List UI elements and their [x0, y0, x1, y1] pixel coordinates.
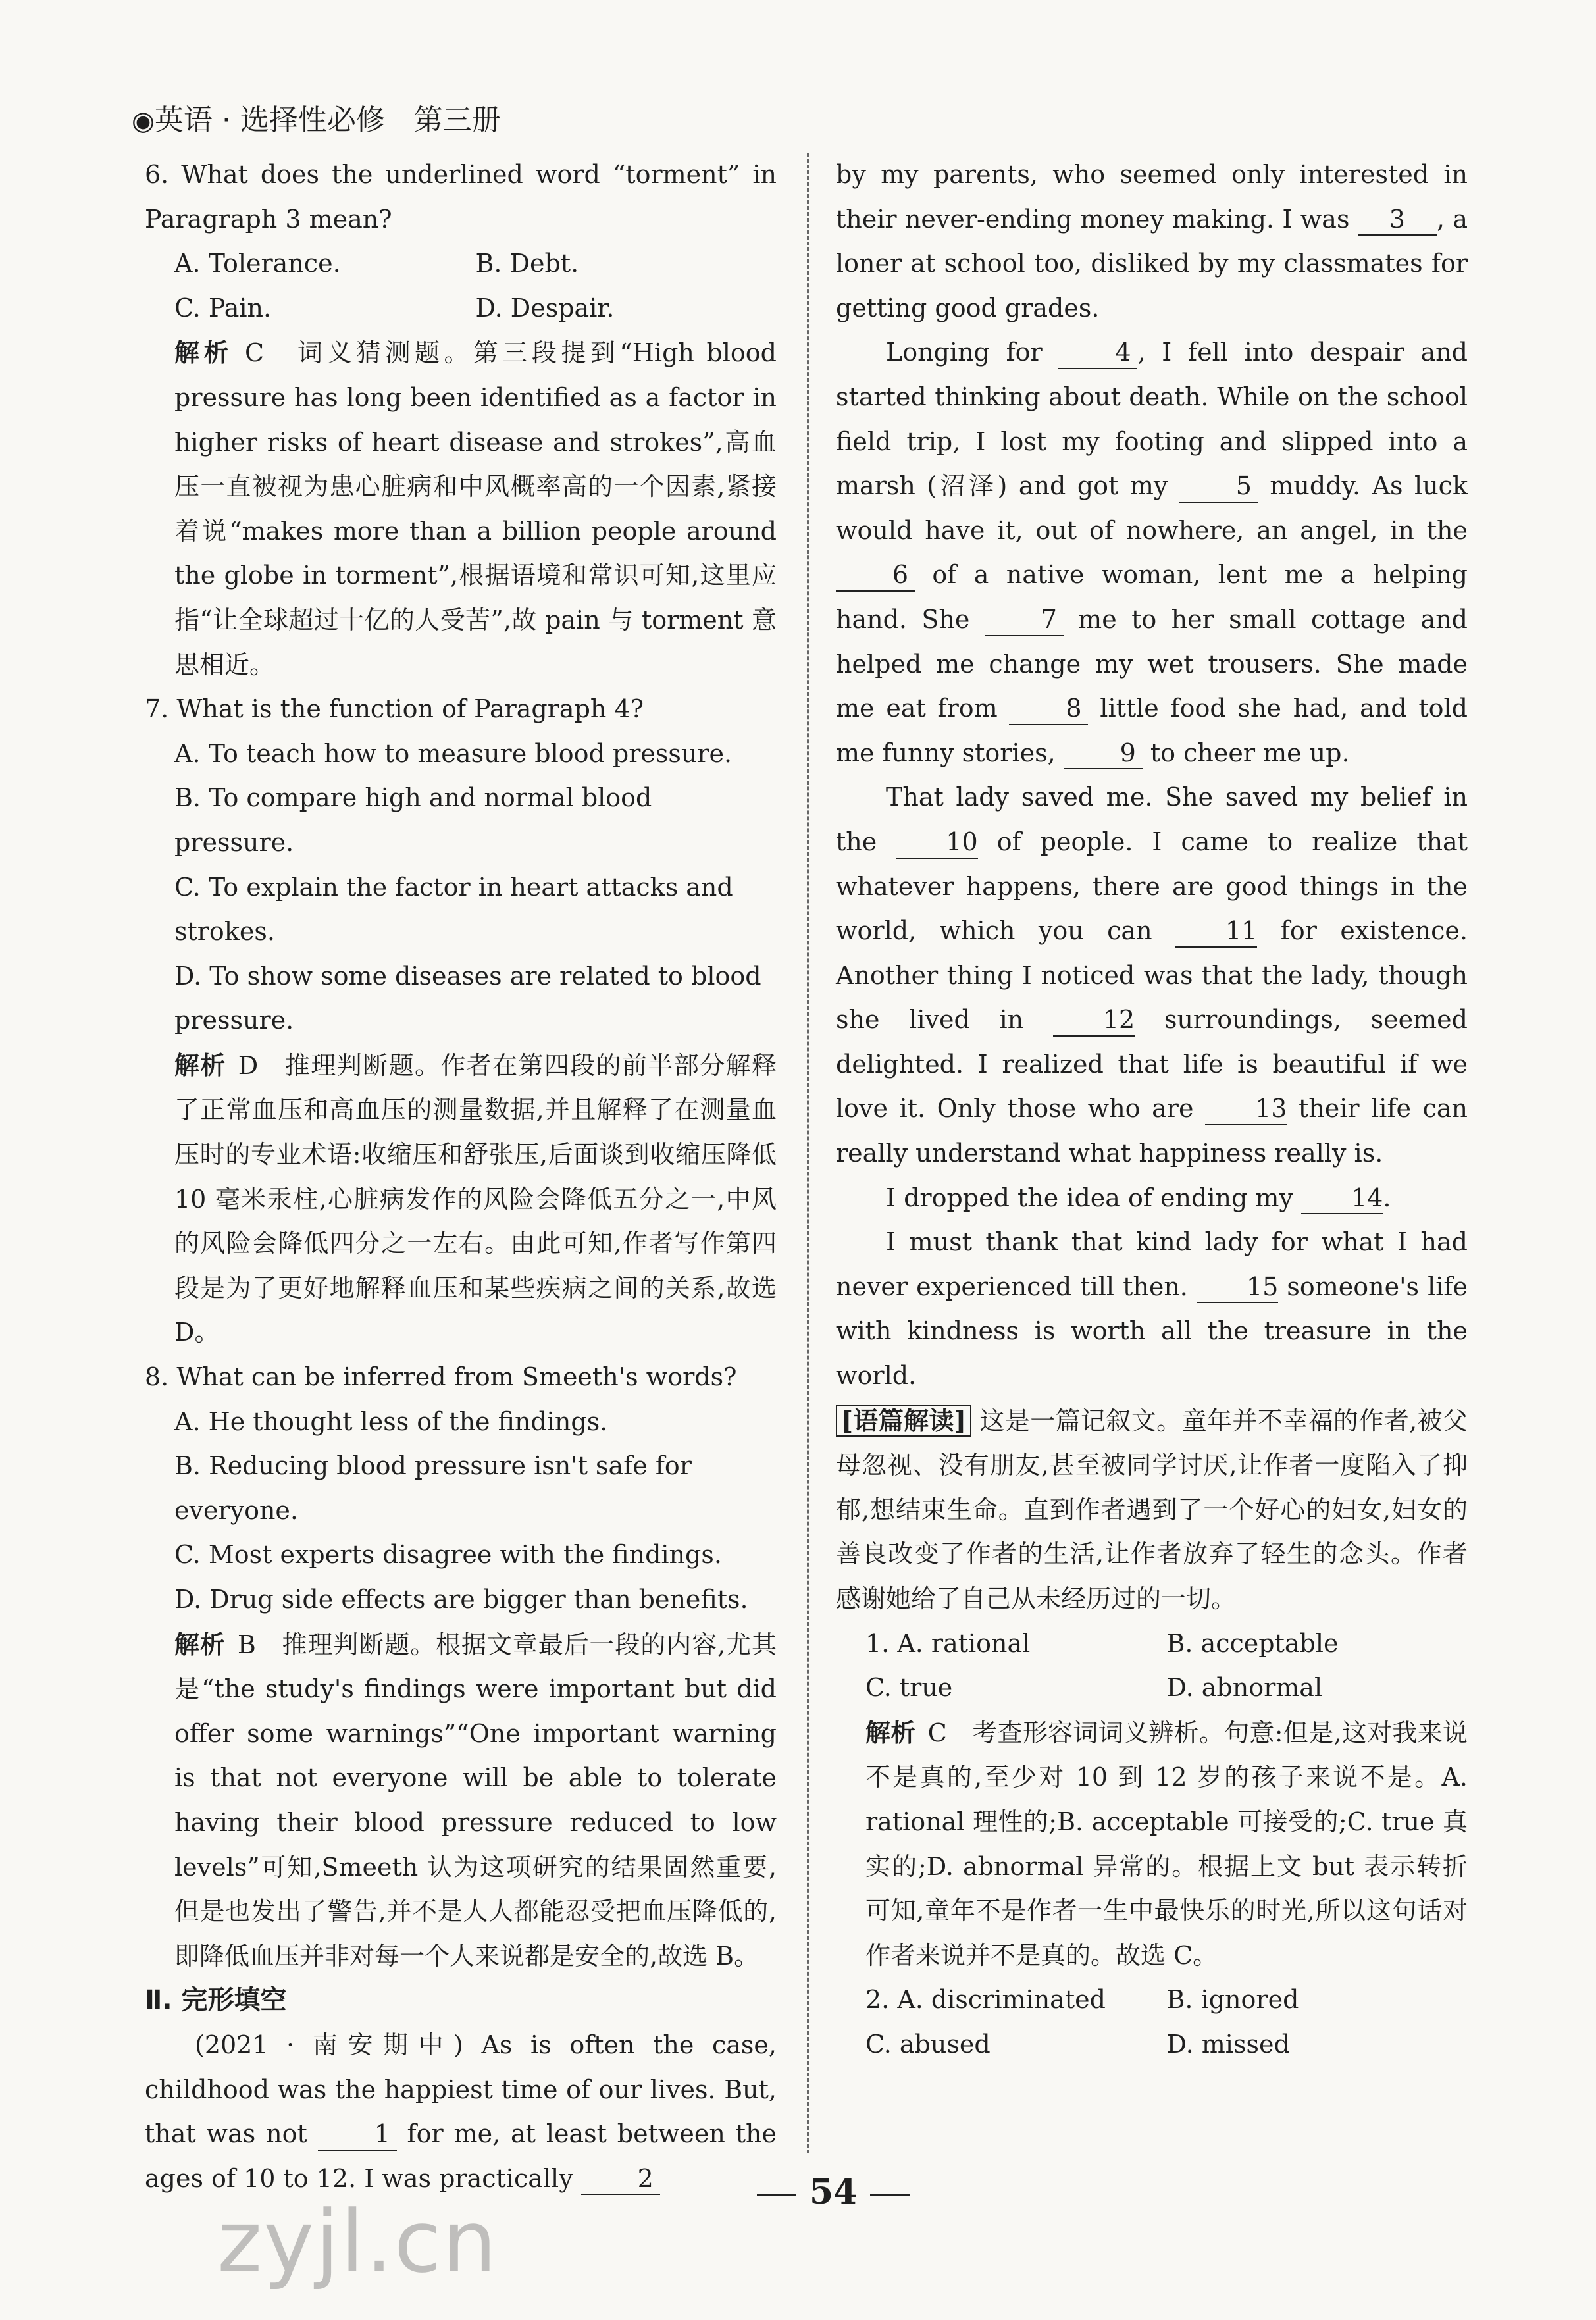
cloze-text: surroundings, seemed delighted. I realized that life is beautiful if we love it. Only those who are — [836, 1005, 1468, 1123]
bullet-icon: ◉ — [132, 106, 155, 136]
cloze-text: , a loner at school too, disliked by my classmates for getting good grades. — [836, 204, 1468, 322]
c2-option-a: 2. A. discriminated — [865, 1985, 1106, 2015]
cloze-paragraph-3 — [836, 775, 1468, 1175]
c2-option-b: B. ignored — [1166, 1985, 1299, 2015]
cloze-blank: 11 — [1175, 916, 1257, 948]
analysis-label: 解析 — [174, 1050, 226, 1080]
c1-analysis — [836, 1711, 1468, 1978]
q6-option-a: A. Tolerance. — [174, 249, 341, 278]
column-divider — [807, 153, 809, 2153]
cloze-text: I dropped the idea of ending my — [886, 1183, 1293, 1212]
c1-analysis-text: C 考查形容词词义辨析。句意:但是,这对我来说不是真的,至少对 10 到 12 岁的孩子来说不是。A. rational 理性的;B. acceptable 可接受的;C. true 真实的;D. abnormal 异常的。根据上文 but 表示转折可知,童年不是作者一生中最快乐的时光,所以这句话对作者来说并不是真的。故选 C。 — [865, 1718, 1468, 1970]
c1-option-d: D. abnormal — [1166, 1673, 1323, 1703]
analysis-label: 解析 — [865, 1717, 916, 1747]
q7-option-b: B. To compare high and normal blood pressure. — [174, 783, 652, 857]
cloze-blank: 4 — [1058, 338, 1137, 369]
q8-option-d: D. Drug side effects are bigger than benefits. — [174, 1585, 748, 1614]
c2-options-ab — [836, 1978, 1468, 2023]
cloze-text: me to her small cottage and helped me change my wet trousers. She made me eat from — [836, 604, 1468, 723]
cloze-blank: 6 — [836, 560, 915, 592]
cloze-blank: 9 — [1064, 738, 1143, 770]
cloze-source: (2021 · 南安期中) — [195, 2030, 463, 2059]
c1-option-c: C. true — [865, 1673, 953, 1703]
q7-analysis — [145, 1043, 777, 1355]
cloze-text: That lady saved me. She saved my belief in the — [836, 783, 1468, 856]
cloze-text: muddy. As luck would have it, out of nowhere, an angel, in the — [836, 471, 1468, 545]
cloze-text: for existence. Another thing I noticed was that the lady, though she lived in — [836, 916, 1468, 1035]
q7-analysis-text: D 推理判断题。作者在第四段的前半部分解释了正常血压和高血压的测量数据,并且解释了在测量血压时的专业术语:收缩压和舒张压,后面谈到收缩压降低 10 毫米汞柱,心脏病发作的风险会降低五分之一,中风的风险会降低四分之一左右。由此可知,作者写作第四段是为了更好地解释血压和某些疾病之间的关系,故选 D。 — [174, 1050, 777, 1347]
q6-option-c: C. Pain. — [174, 293, 272, 322]
c1-option-a: 1. A. rational — [865, 1628, 1031, 1658]
right-column — [836, 153, 1468, 2067]
q7-option-a: A. To teach how to measure blood pressure. — [174, 738, 733, 768]
q8-analysis-text: B 推理判断题。根据文章最后一段的内容,尤其是“the study's findings were important but did offer some warnings”“One important warning is that not everyone will be able to tolerate having their blood pressure reduced to low levels”可知,Smeeth 认为这项研究的结果固然重要,但是也发出了警告,并不是人人都能忍受把血压降低的,即降低血压并非对每一个人来说都是安全的,故选 B。 — [174, 1630, 777, 1971]
cloze-text: their life can really understand what happiness really is. — [836, 1094, 1468, 1168]
cloze-text: As is often the case, childhood was the happiest time of our lives. But, that was not — [145, 2030, 777, 2149]
passage-summary — [836, 1399, 1468, 1622]
cloze-blank: 3 — [1358, 205, 1437, 236]
q6-analysis — [145, 330, 777, 687]
q7-option-d: D. To show some diseases are related to blood pressure. — [174, 961, 761, 1035]
cloze-text: of people. I came to realize that whatever happens, there are good things in the world, which you can — [836, 827, 1468, 946]
analysis-label: 解析 — [174, 1629, 226, 1659]
q8-option-c: C. Most experts disagree with the findings. — [174, 1540, 722, 1570]
c1-options-cd — [836, 1666, 1468, 1711]
q6-stem: 6. What does the underlined word “torment” in Paragraph 3 mean? — [145, 160, 777, 234]
q6-option-d: D. Despair. — [475, 293, 615, 322]
c1-options-ab — [836, 1622, 1468, 1666]
cloze-blank: 5 — [1179, 471, 1258, 503]
cloze-text: someone's life with kindness is worth all the treasure in the world. — [836, 1272, 1468, 1391]
cloze-blank: 10 — [896, 827, 977, 859]
q6-options-ab — [145, 242, 777, 286]
cloze-text: I must thank that kind lady for what I had never experienced till then. — [836, 1227, 1468, 1301]
cloze-text: to cheer me up. — [1150, 738, 1350, 767]
q7-option-c: C. To explain the factor in heart attacks and strokes. — [174, 872, 733, 946]
watermark: zyjl.cn — [217, 2192, 498, 2292]
cloze-text: , I fell into despair and started thinking about death. While on the school field trip, I lost my footing and slipped into a marsh (沼泽) and got my — [836, 338, 1468, 501]
cloze-text: . — [1383, 1183, 1391, 1212]
left-column — [145, 153, 777, 2201]
cloze-blank: 12 — [1053, 1005, 1135, 1037]
cloze-paragraph-1-cont — [836, 153, 1468, 330]
cloze-paragraph-4 — [836, 1176, 1468, 1221]
cloze-text: Longing for — [886, 338, 1043, 367]
cloze-blank: 1 — [318, 2119, 397, 2151]
cloze-blank: 8 — [1009, 694, 1088, 725]
cloze-blank: 15 — [1197, 1272, 1278, 1304]
cloze-paragraph-2 — [836, 330, 1468, 775]
cloze-text: for me, at least between the ages of 10 to 12. I was practically — [145, 2119, 777, 2193]
cloze-paragraph-1 — [145, 2023, 777, 2201]
q6-option-b: B. Debt. — [475, 249, 579, 278]
cloze-blank: 14 — [1301, 1183, 1383, 1215]
cloze-blank: 13 — [1205, 1094, 1287, 1125]
q8-stem: 8. What can be inferred from Smeeth's words? — [145, 1362, 737, 1392]
cloze-blank: 7 — [985, 605, 1064, 636]
cloze-text: by my parents, who seemed only interested in their never-ending money making. I was — [836, 160, 1468, 234]
section-title: Ⅱ. 完形填空 — [145, 1985, 287, 2016]
q6-options-cd — [145, 286, 777, 331]
c2-option-d: D. missed — [1166, 2029, 1290, 2059]
c2-options-cd — [836, 2023, 1468, 2067]
c1-option-b: B. acceptable — [1166, 1628, 1339, 1658]
cloze-paragraph-5 — [836, 1220, 1468, 1398]
book-title: 英语 · 选择性必修 第三册 — [154, 103, 501, 137]
page-header — [132, 96, 501, 138]
q6-analysis-text: C 词义猜测题。第三段提到“High blood pressure has long been identified as a factor in higher risks of heart disease and strokes”,高血压一直被视为患心脏病和中风概率高的一个因素,紧接着说“makes more than a billion people around the globe in torment”,根据语境和常识可知,这里应指“让全球超过十亿的人受苦”,故 pain 与 torment 意思相近。 — [174, 338, 777, 679]
cloze-blank: 2 — [581, 2164, 660, 2196]
q8-option-a: A. He thought less of the findings. — [174, 1406, 608, 1436]
page-number: 54 — [744, 2172, 923, 2212]
cloze-text: of a native woman, lent me a helping hand. She — [836, 560, 1468, 634]
c2-option-c: C. abused — [865, 2029, 991, 2059]
q8-option-b: B. Reducing blood pressure isn't safe for everyone. — [174, 1451, 692, 1525]
analysis-label: 解析 — [174, 338, 233, 368]
summary-label: [语篇解读] — [836, 1405, 971, 1437]
q7-stem: 7. What is the function of Paragraph 4? — [145, 694, 644, 724]
summary-text: 这是一篇记叙文。童年并不幸福的作者,被父母忽视、没有朋友,甚至被同学讨厌,让作者一度陷入了抑郁,想结束生命。直到作者遇到了一个好心的妇女,妇女的善良改变了作者的生活,让作者放弃了轻生的念头。作者感谢她给了自己从未经历过的一切。 — [836, 1406, 1468, 1613]
cloze-text: little food she had, and told me funny stories, — [836, 694, 1468, 767]
q8-analysis — [145, 1622, 777, 1979]
